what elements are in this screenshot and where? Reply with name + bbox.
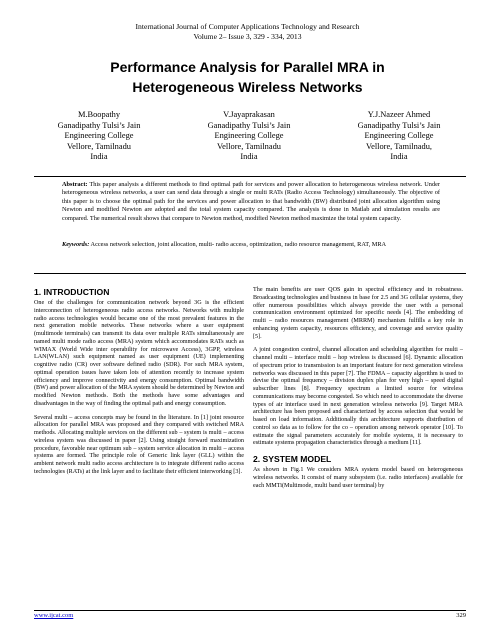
- journal-volume: Volume 2– Issue 3, 329 - 334, 2013: [193, 32, 302, 41]
- abstract-bottom-rule: [34, 273, 466, 274]
- author-affiliation: Ganadipathy Tulsi’s Jain: [207, 120, 291, 130]
- author-college: Engineering College: [364, 131, 434, 141]
- author-name: V.Jayaprakasan: [223, 110, 275, 119]
- keywords-label: Keywords:: [62, 241, 90, 248]
- author-list: [34, 110, 464, 163]
- abstract-label: Abstract:: [62, 181, 88, 188]
- paragraph: A joint congestion control, channel allocation and scheduling algorithm for multi – channel multi – interface multi – hop wireless is discussed [6]. Dynamic allocation of spectrum prior to transmission is an important feature for next generation wireless networks was discussed in this paper [7]. The FDMA – capacity algorithm is used to devise the optimal frequency – division duplex plan for very high – speed digital subscriber lines [8]. Frequency spectrum a limited source for wireless communications may become congested. So which need to accommodate the diverse types of air interface used in next generation wireless networks [9]. Target MRA architecture has been proposed and characterized by access selection that would be based on load information. Additionally this architecture supports distribution of control so data as to follow for the co – operation among network operator [10]. To estimate the signal parameters accurately for mobile systems, it is necessary to estimate systems propagation characteristics through a medium [11].: [253, 347, 463, 447]
- author-college: Engineering College: [64, 131, 134, 141]
- author-college: Engineering College: [214, 131, 284, 141]
- author-country: India: [240, 152, 258, 162]
- abstract: [62, 181, 440, 223]
- section-heading-system-model: 2. SYSTEM MODEL: [253, 454, 332, 464]
- left-column: [34, 287, 244, 483]
- section-heading-introduction: 1. INTRODUCTION: [34, 287, 110, 297]
- author-location: Vellore, Tamilnadu: [67, 141, 131, 151]
- keywords: [62, 241, 440, 249]
- paper-title: [0, 57, 495, 97]
- keywords-text: Access network selection, joint allocation, multi- radio access, optimization, radio resource management, RAT, MRA: [89, 241, 387, 248]
- author-location: Vellore, Tamilnadu,: [365, 141, 432, 151]
- journal-name: International Journal of Computer Applications Technology and Research: [135, 22, 360, 31]
- journal-header: [0, 22, 495, 42]
- author-block: [34, 110, 164, 163]
- footer-rule: [34, 610, 466, 611]
- right-column: [253, 287, 463, 496]
- title-line-1: Performance Analysis for Parallel MRA in: [110, 59, 385, 75]
- paragraph: The main benefits are user QOS gain in spectral efficiency and in robustness. Broadcasting technologies and business in base for 2.5 and 3G cellular systems, they offer numerous possibilities which always provide the user with a personal communication environment optimized for specific needs [4]. The embedding of multi – radio resources management (MRRM) mechanism fulfills a key role in enhancing system capacity, resources efficiency, and coverage and service quality [5].: [253, 287, 463, 340]
- abstract-text: This paper analysis a different methods to find optimal path for services and power allocation to heterogeneous wireless network. Under heterogeneous wireless networks, a user can send data through a single or multi RATs (Radio Access Technology) simultaneously. The objective of this paper is to choose the optimal path for the services and power allocation to that bandwidth (BW) distributed joint allocation algorithm using Newton and modified Newton are adopted and the total system capacity compared. The analysis is done in Matlab and simulation results are compared. The numerical result shows that compare to Newton method, modified Newton method maximize the total system capacity.: [62, 181, 440, 222]
- author-country: India: [390, 152, 408, 162]
- paragraph: One of the challenges for communication network beyond 3G is the efficient interconnection of heterogeneous radio access networks. Networks with multiple radio access technologies would became one of the most prevalent features in the next generation mobile networks. These networks where a user equipment (multimode terminals) can transmit its data over multiple RATs simultaneously are named multi mode radio access (MRA) system which accommodates RATs such as WIMAX (World Wide inter operability for microwave Access), 3GPP, wireless LAN(WLAN) such equipment named as user equipment (UE) implementing cognitive radio (CR) over software defined radio (SDR). For such MRA system, optimal operation issues have taken lots of attention recently to increase system efficiency and improve connectivity and energy consumption. Optimal bandwidth (BW) and power allocation of the MRA system should be determined by Newton and modified Newton methods. Both the methods have some advantages and disadvantages in the way of finding the optimal path and energy consumption.: [34, 300, 244, 407]
- author-block: [334, 110, 464, 163]
- paragraph: Several multi – access concepts may be found in the literature. In [1] joint resource allocation for parallel MRA was proposed and they compared with switched MRA methods. Allocating multiple services on the different sub – system is multi – access wireless system was discussed in paper [2]. Using straight forward maximization procedure, favorable near optimum sub – system service allocation in multi – access systems are formed. The principle role of Generic link layer (GLL) within the ambient network multi radio access architecture is to integrate different radio access technologies (RATs) at the link layer and to facilitate their efficient interworking [3].: [34, 414, 244, 475]
- author-country: India: [90, 152, 108, 162]
- author-name: Y.J.Nazeer Ahmed: [367, 110, 431, 119]
- abstract-top-rule: [34, 176, 466, 177]
- title-line-2: Heterogeneous Wireless Networks: [132, 79, 363, 95]
- author-name: M.Boopathy: [77, 110, 121, 119]
- author-affiliation: Ganadipathy Tulsi’s Jain: [357, 120, 441, 130]
- author-affiliation: Ganadipathy Tulsi’s Jain: [57, 120, 141, 130]
- footer-link[interactable]: www.ijcat.com: [34, 612, 74, 619]
- page-number: 329: [456, 612, 466, 619]
- author-block: [184, 110, 314, 163]
- paragraph: As shown in Fig.1 We considers MRA system model based on heterogeneous wireless networks. It consist of many subsystem (i.e. radio interfaces) available for each MMTi(Multimode, multi band user terminal) by: [253, 467, 463, 489]
- author-location: Vellore, Tamilnadu: [217, 141, 281, 151]
